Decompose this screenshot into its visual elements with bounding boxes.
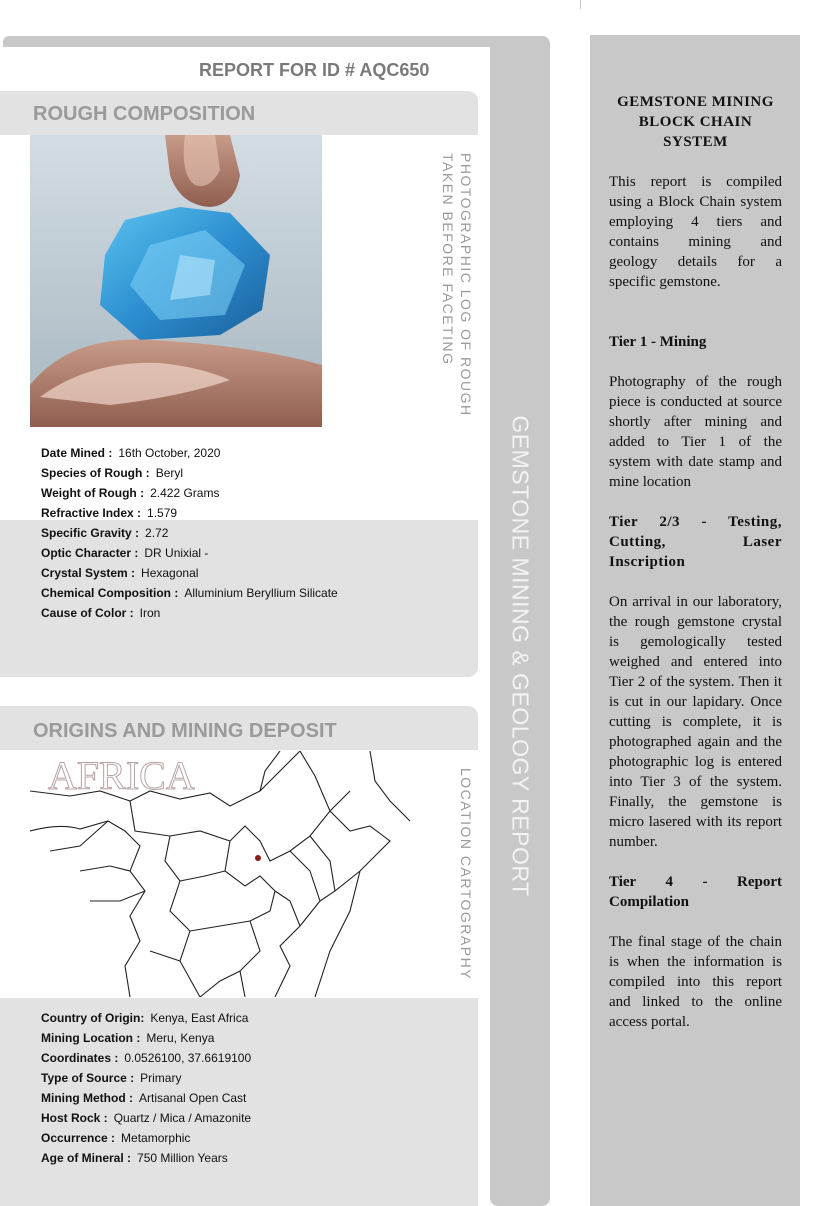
africa-map (30, 751, 425, 997)
field-label: Coordinates : (41, 1051, 119, 1065)
field-label: Crystal System : (41, 566, 136, 580)
field-value: Iron (139, 606, 161, 620)
field-row (41, 1148, 251, 1168)
sidebar-title: GEMSTONE MINING BLOCK CHAIN SYSTEM (617, 94, 774, 150)
top-frame-bar (3, 36, 549, 47)
sidebar-content (609, 92, 782, 1032)
tier4-text: The final stage of the chain is when the information is compiled into this report and linked to the online access portal. (609, 934, 782, 1030)
field-label: Chemical Composition : (41, 586, 179, 600)
field-row (41, 523, 338, 543)
field-value: Beryl (155, 466, 184, 480)
field-value: DR Unixial - (144, 546, 209, 560)
field-row (41, 463, 338, 483)
field-row (41, 1028, 251, 1048)
field-label: Occurrence : (41, 1131, 116, 1145)
blockchain-sidebar (590, 35, 800, 1206)
field-value: Kenya, East Africa (150, 1011, 249, 1025)
field-row (41, 443, 338, 463)
field-row (41, 483, 338, 503)
field-value: Primary (140, 1071, 182, 1085)
field-row (41, 1068, 251, 1088)
rough-gem-photo (30, 135, 322, 427)
photo-caption-line1: PHOTOGRAPHIC LOG OF ROUGH (458, 153, 474, 417)
field-label: Optic Character : (41, 546, 139, 560)
vertical-report-title: GEMSTONE MINING & GEOLOGY REPORT (507, 415, 534, 897)
field-row (41, 583, 338, 603)
field-value: Metamorphic (121, 1131, 191, 1145)
field-label: Cause of Color : (41, 606, 134, 620)
field-row (41, 563, 338, 583)
field-value: 16th October, 2020 (118, 446, 221, 460)
field-label: Age of Mineral : (41, 1151, 132, 1165)
field-label: Type of Source : (41, 1071, 135, 1085)
origins-field-list (41, 1008, 251, 1168)
field-value: 1.579 (147, 506, 178, 520)
top-divider (580, 0, 581, 9)
field-value: Alluminium Beryllium Silicate (184, 586, 338, 600)
map-label-text: AFRICA (48, 753, 195, 798)
rough-composition-panel (0, 91, 478, 677)
tier4-heading: Tier 4 - Report Compilation (609, 874, 782, 910)
tier1-text: Photography of the rough piece is conducted at source shortly after mining and added to Tier 1 of the system with date stamp and mine location (609, 374, 782, 490)
field-row (41, 603, 338, 623)
photo-caption-line2: TAKEN BEFORE FACETING (440, 153, 456, 366)
field-value: Meru, Kenya (146, 1031, 215, 1045)
rough-field-list (41, 443, 338, 623)
field-row (41, 1108, 251, 1128)
field-row (41, 1048, 251, 1068)
field-value: 2.422 Grams (150, 486, 220, 500)
field-value: 750 Million Years (137, 1151, 228, 1165)
sidebar-intro: This report is compiled using a Block Chain system employing 4 tiers and contains mining and geology details for a specific gemstone. (609, 174, 782, 290)
field-label: Host Rock : (41, 1111, 108, 1125)
field-label: Specific Gravity : (41, 526, 140, 540)
field-label: Date Mined : (41, 446, 113, 460)
field-row (41, 1128, 251, 1148)
vertical-title-wrap (490, 36, 550, 1206)
origins-heading: ORIGINS AND MINING DEPOSIT (33, 720, 337, 742)
tier1-heading: Tier 1 - Mining (609, 334, 707, 350)
field-label: Mining Method : (41, 1091, 133, 1105)
tier23-text: On arrival in our laboratory, the rough gemstone crystal is gemologically tested weighed and entered into Tier 2 of the system. Then it is cut in our lapidary. Once cutting is complete, it is photographed again and the photographic log is entered into Tier 3 of the system. Finally, the gemstone is micro lasered with its report number. (609, 594, 782, 850)
field-label: Refractive Index : (41, 506, 142, 520)
field-value: Quartz / Mica / Amazonite (113, 1111, 252, 1125)
report-id-title: REPORT FOR ID # AQC650 (199, 60, 430, 80)
origins-panel (0, 706, 478, 1206)
tier23-heading: Tier 2/3 - Testing, Cutting, Laser Inscription (609, 514, 782, 570)
mine-location-marker (255, 855, 261, 861)
field-label: Weight of Rough : (41, 486, 145, 500)
field-label: Mining Location : (41, 1031, 141, 1045)
field-value: Hexagonal (141, 566, 199, 580)
field-value: 0.0526100, 37.6619100 (124, 1051, 252, 1065)
field-row (41, 543, 338, 563)
field-row (41, 503, 338, 523)
rough-heading: ROUGH COMPOSITION (33, 103, 256, 125)
field-label: Country of Origin: (41, 1011, 145, 1025)
field-row (41, 1008, 251, 1028)
field-label: Species of Rough : (41, 466, 150, 480)
field-value: Artisanal Open Cast (138, 1091, 247, 1105)
field-row (41, 1088, 251, 1108)
map-caption: LOCATION CARTOGRAPHY (458, 768, 474, 981)
field-value: 2.72 (145, 526, 169, 540)
